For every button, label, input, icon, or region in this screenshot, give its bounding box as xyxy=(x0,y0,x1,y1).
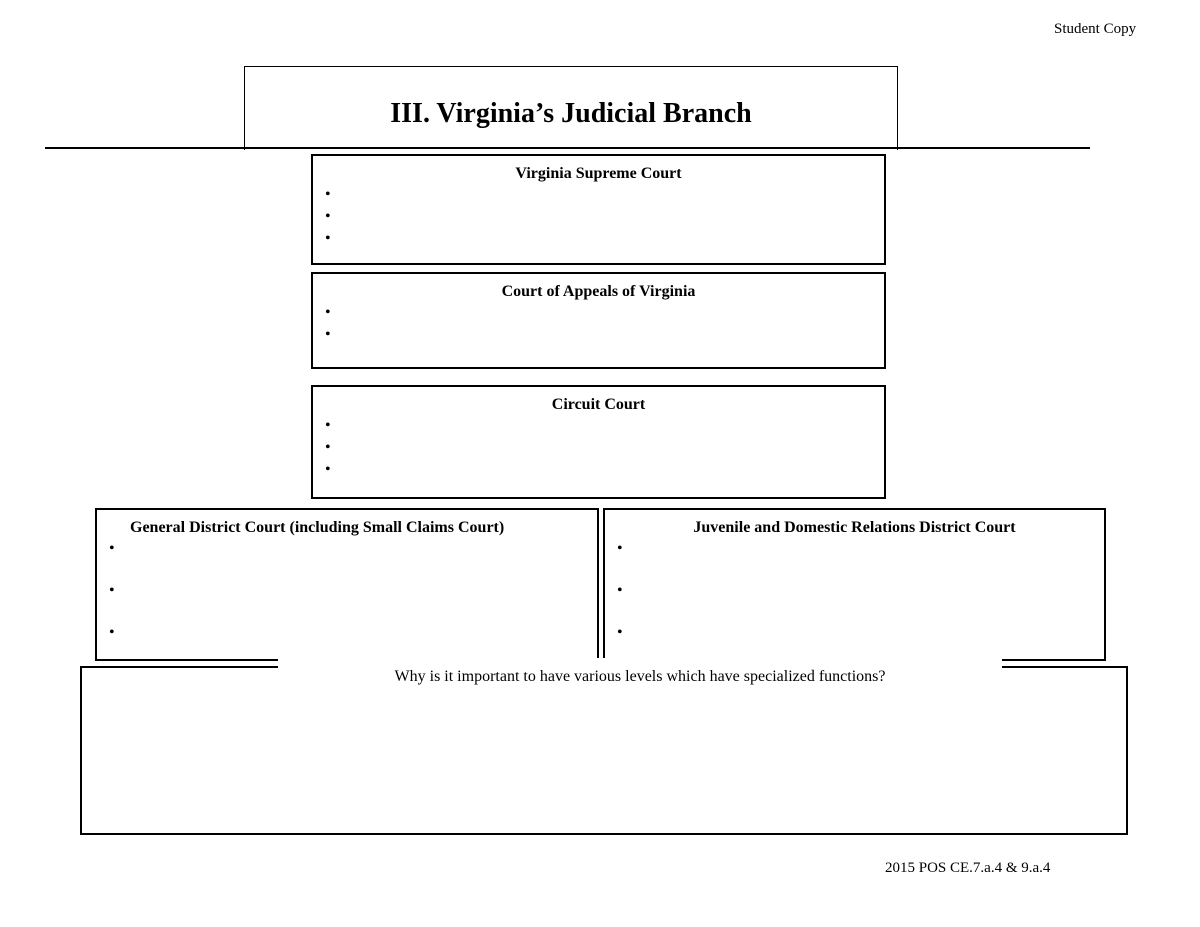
bullet-icon: • xyxy=(325,417,331,434)
supreme-court-title: Virginia Supreme Court xyxy=(515,165,682,182)
bullet-item xyxy=(605,580,1104,622)
circuit-court-box xyxy=(311,385,886,499)
general-district-court-box xyxy=(95,508,599,661)
page-title: III. Virginia’s Judicial Branch xyxy=(390,97,752,129)
bullet-icon: • xyxy=(325,208,331,225)
appeals-court-title: Court of Appeals of Virginia xyxy=(501,283,696,300)
bullet-icon: • xyxy=(325,304,331,321)
student-copy-label: Student Copy xyxy=(1054,21,1137,37)
bullet-icon: • xyxy=(617,582,623,599)
bullet-item xyxy=(313,206,884,228)
bullet-item xyxy=(97,580,597,622)
juvenile-court-bullet-list xyxy=(605,538,1104,664)
appeals-court-bullet-list xyxy=(313,302,884,346)
juvenile-court-title: Juvenile and Domestic Relations District Court xyxy=(693,519,1016,536)
bullet-icon: • xyxy=(617,624,623,641)
bullet-item xyxy=(313,324,884,346)
circuit-court-bullet-list xyxy=(313,415,884,481)
question-text: Why is it important to have various levels which have specialized functions? xyxy=(278,658,1002,688)
question-answer-box[interactable] xyxy=(80,666,1128,835)
bullet-item xyxy=(313,228,884,250)
bullet-item xyxy=(313,302,884,324)
supreme-court-bullet-list xyxy=(313,184,884,250)
bullet-item xyxy=(313,459,884,481)
bullet-icon: • xyxy=(109,540,115,557)
bullet-icon: • xyxy=(109,582,115,599)
title-box xyxy=(244,66,898,150)
bullet-icon: • xyxy=(325,230,331,247)
bullet-item xyxy=(313,415,884,437)
juvenile-court-box xyxy=(603,508,1106,661)
title-divider xyxy=(45,147,1090,149)
general-district-court-bullet-list xyxy=(97,538,597,664)
circuit-court-title: Circuit Court xyxy=(551,396,646,413)
general-district-court-title: General District Court (including Small Claims Court) xyxy=(130,519,505,536)
bullet-icon: • xyxy=(325,326,331,343)
bullet-icon: • xyxy=(325,439,331,456)
bullet-item xyxy=(605,538,1104,580)
bullet-icon: • xyxy=(109,624,115,641)
supreme-court-box xyxy=(311,154,886,265)
bullet-item xyxy=(313,184,884,206)
appeals-court-box xyxy=(311,272,886,369)
bullet-icon: • xyxy=(325,186,331,203)
footer-standard-code: 2015 POS CE.7.a.4 & 9.a.4 xyxy=(885,860,1051,876)
bullet-item xyxy=(313,437,884,459)
bullet-icon: • xyxy=(325,461,331,478)
bullet-item xyxy=(97,538,597,580)
bullet-icon: • xyxy=(617,540,623,557)
